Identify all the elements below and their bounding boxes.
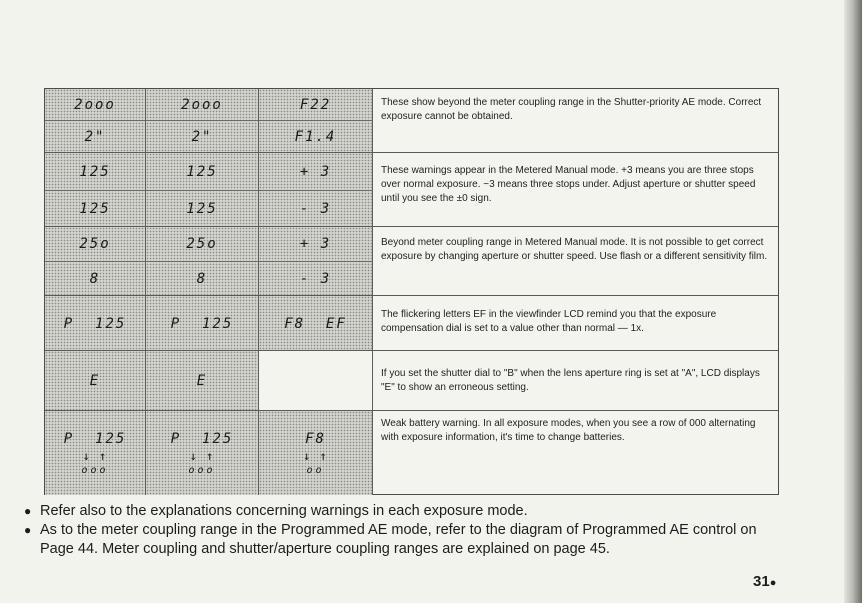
lcd-display-cell xyxy=(146,296,259,351)
lcd-readout: 2" xyxy=(191,128,213,145)
lcd-readout: P 125 xyxy=(170,430,234,447)
lcd-display-cell xyxy=(146,411,259,495)
table-row xyxy=(45,295,778,351)
note-text: Refer also to the explanations concerning warnings in each exposure mode. xyxy=(40,503,528,519)
lcd-readout: E xyxy=(89,373,101,389)
lcd-readout: + 3 xyxy=(299,236,332,252)
lcd-display-cell xyxy=(259,227,373,296)
lcd-display-cell xyxy=(45,351,146,411)
table-row xyxy=(45,226,778,296)
row-description: Beyond meter coupling range in Metered Manual mode. It is not possible to get correct exposure by changing aperture or shutter speed. Use flash or a different sensitivity film. xyxy=(381,237,768,262)
page-number-text: 31 xyxy=(753,573,770,590)
lcd-warnings-table xyxy=(44,88,779,495)
lcd-readout: F22 xyxy=(299,96,332,113)
lcd-readout: P 125 xyxy=(63,315,127,332)
alternating-arrows-icon: ↓ ↑ xyxy=(303,448,328,463)
lcd-display-cell xyxy=(259,411,373,495)
lcd-readout: P 125 xyxy=(63,430,127,447)
table-row xyxy=(45,410,778,495)
page-binding-shadow xyxy=(844,0,862,603)
table-row xyxy=(45,152,778,227)
lcd-readout: - 3 xyxy=(299,271,332,287)
row-description: These warnings appear in the Metered Manual mode. +3 means you are three stops over normal exposure. −3 means three stops under. Adjust aperture or shutter speed until you see the ±0 sign. xyxy=(381,165,756,204)
lcd-display-cell xyxy=(146,227,259,296)
note-item xyxy=(22,521,792,559)
row-description: These show beyond the meter coupling range in the Shutter-priority AE mode. Correct exposure cannot be obtained. xyxy=(381,97,762,122)
lcd-display-cell xyxy=(45,296,146,351)
lcd-readout: P 125 xyxy=(170,315,234,332)
alternating-arrows-icon: ↓ ↑ xyxy=(82,448,108,463)
lcd-readout: 125 xyxy=(79,201,111,217)
lcd-readout: + 3 xyxy=(299,163,332,180)
lcd-display-cell-empty xyxy=(259,351,373,411)
bullet-icon: ● xyxy=(24,523,32,537)
lcd-readout: F8 xyxy=(305,430,326,447)
lcd-display-cell xyxy=(45,153,146,227)
lcd-readout: ooo xyxy=(81,464,109,476)
lcd-readout: E xyxy=(196,373,208,389)
table-row xyxy=(45,89,778,152)
lcd-readout: 2" xyxy=(84,128,106,145)
lcd-display-cell xyxy=(45,411,146,495)
lcd-readout: 2ooo xyxy=(181,96,223,113)
lcd-readout: 25o xyxy=(186,236,218,252)
lcd-readout: 2ooo xyxy=(74,96,116,113)
lcd-display-cell xyxy=(146,351,259,411)
lcd-display-cell xyxy=(45,89,146,152)
lcd-readout: - 3 xyxy=(299,201,332,217)
table-row xyxy=(45,350,778,411)
lcd-readout: 125 xyxy=(186,163,218,180)
alternating-arrows-icon: ↓ ↑ xyxy=(189,448,215,463)
notes-list xyxy=(22,502,792,559)
lcd-readout: 25o xyxy=(79,236,111,252)
lcd-readout: F1.4 xyxy=(294,128,337,145)
lcd-readout: oo xyxy=(306,464,325,476)
lcd-display-cell xyxy=(259,296,373,351)
lcd-readout: 8 xyxy=(196,271,208,287)
note-text: As to the meter coupling range in the Programmed AE mode, refer to the diagram of Programmed AE control on Page 44. Meter coupling and shutter/aperture coupling ranges are explained on page 45. xyxy=(40,522,757,557)
row-description: Weak battery warning. In all exposure modes, when you see a row of 000 alternating with exposure information, it's time to change batteries. xyxy=(381,418,756,443)
note-item xyxy=(22,502,792,521)
lcd-display-cell xyxy=(259,89,373,152)
bullet-icon: ● xyxy=(769,577,777,589)
lcd-display-cell xyxy=(146,89,259,152)
bullet-icon: ● xyxy=(24,504,32,518)
lcd-readout: 8 xyxy=(89,271,101,287)
lcd-readout: 125 xyxy=(186,201,218,217)
lcd-readout: 125 xyxy=(79,163,111,180)
lcd-readout: ooo xyxy=(188,464,216,476)
lcd-readout: F8 EF xyxy=(284,315,347,332)
row-description: The flickering letters EF in the viewfinder LCD remind you that the exposure compensation dial is set to a value other than normal — 1x. xyxy=(381,309,717,334)
row-description: If you set the shutter dial to "B" when the lens aperture ring is set at "A", LCD displays "E" to show an erroneous setting. xyxy=(381,368,760,393)
page-number xyxy=(753,573,776,590)
lcd-display-cell xyxy=(45,227,146,296)
lcd-display-cell xyxy=(259,153,373,227)
lcd-display-cell xyxy=(146,153,259,227)
